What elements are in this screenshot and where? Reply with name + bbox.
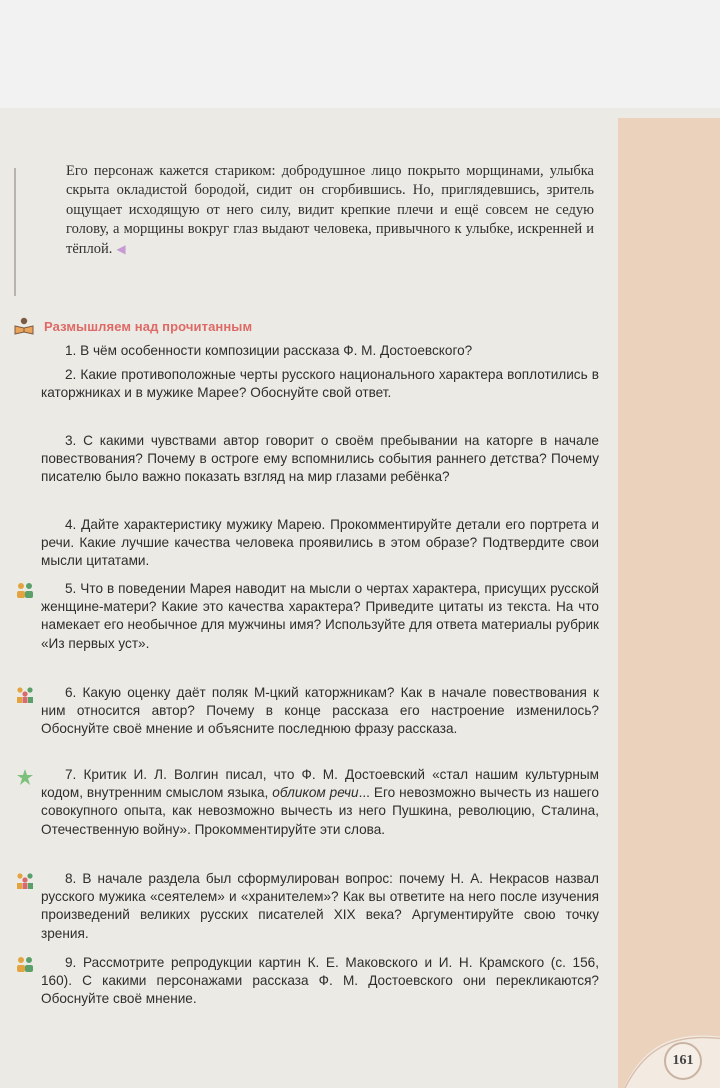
pair-work-icon: [16, 956, 34, 974]
question-7-italic: обликом речи: [272, 785, 359, 801]
star-icon: [16, 768, 34, 786]
group-work-icon: [16, 686, 34, 704]
page-corner-swoosh: [600, 1008, 720, 1088]
page-margin-strip: [618, 118, 720, 1088]
question-3: 3. С какими чувствами автор говорит о своём пребывании на каторге в начале повествования? Почему в остроге ему вспомнились события раннего детства? Почему писателю было важно показать взгляд на мир глазами ребёнка?: [41, 433, 599, 485]
question-7: [41, 766, 599, 839]
question-8: 8. В начале раздела был сформулирован вопрос: почему Н. А. Некрасов назвал русского мужика «сеятелем» и «хранителем»? Как вы ответите на него после изучения произведений великих русских писателей XIX века? Аргументируйте свою точку зрения.: [41, 871, 599, 941]
question-9: 9. Рассмотрите репродукции картин К. Е. Маковского и И. Н. Крамского (с. 156, 160). С какими персонажами рассказа Ф. М. Достоевского они перекликаются? Обоснуйте своё мнение.: [41, 955, 599, 1007]
section-title: Размышляем над прочитанным: [44, 318, 253, 334]
question-4: 4. Дайте характеристику мужику Марею. Прокомментируйте детали его портрета и речи. Какие лучшие качества человека проявились в этом образе? Подтвердите свои мысли цитатами.: [41, 517, 599, 569]
question-1: 1. В чём особенности композиции рассказа Ф. М. Достоевского?: [65, 343, 473, 358]
section-header: [14, 316, 252, 336]
intro-text: Его персонаж кажется стариком: добродушное лицо покрыто морщинами, улыбка скрыта окладистой бородой, сидит он сгорбившись. Но, приглядевшись, зритель ощущает исходящую от него силу, видит крепкие плечи и ещё совсем не седую голову, а морщины вокруг глаз выдают человека, привычного к улыбке, искренней и тёплой.: [66, 163, 594, 257]
pair-work-icon: [16, 582, 34, 600]
group-work-icon: [16, 872, 34, 890]
question-7-start: 7. Критик И. Л. Волгин писал, что Ф. М. Достоевский «стал нашим культурным кодом, внутренним смыслом языка,: [41, 767, 599, 801]
quote-margin-bar: [14, 168, 16, 296]
question-7-end: ... Его невозможно вычесть из нашего совокупного опыта, как невозможно вычесть из него Пушкина, революцию, Сталина, Отечественную войну». Прокомментируйте эти слова.: [41, 785, 599, 837]
question-2: 2. Какие противоположные черты русского национального характера воплотились в каторжниках и в мужике Марее? Обоснуйте свой ответ.: [41, 367, 599, 401]
question-5: 5. Что в поведении Марея наводит на мысли о чертах характера, присущих русской женщине-матери? Какие это качества характера? Приведите цитаты из текста. На что намекает его необычное для мужчины имя? Используйте для ответа материалы рубрик «Из первых уст».: [41, 581, 599, 651]
page-number: 161: [664, 1042, 702, 1080]
top-blank-area: [0, 0, 720, 108]
question-6: 6. Какую оценку даёт поляк М-цкий каторжникам? Как в начале повествования к ним относится автор? Почему в конце рассказа его настроение изменилось? Обоснуйте своё мнение и объясните последнюю фразу рассказа.: [41, 685, 599, 737]
book-reader-icon: [14, 317, 34, 335]
textbook-page: [0, 108, 720, 1088]
back-arrow-icon: ◀: [116, 241, 126, 256]
intro-paragraph: [66, 162, 594, 259]
